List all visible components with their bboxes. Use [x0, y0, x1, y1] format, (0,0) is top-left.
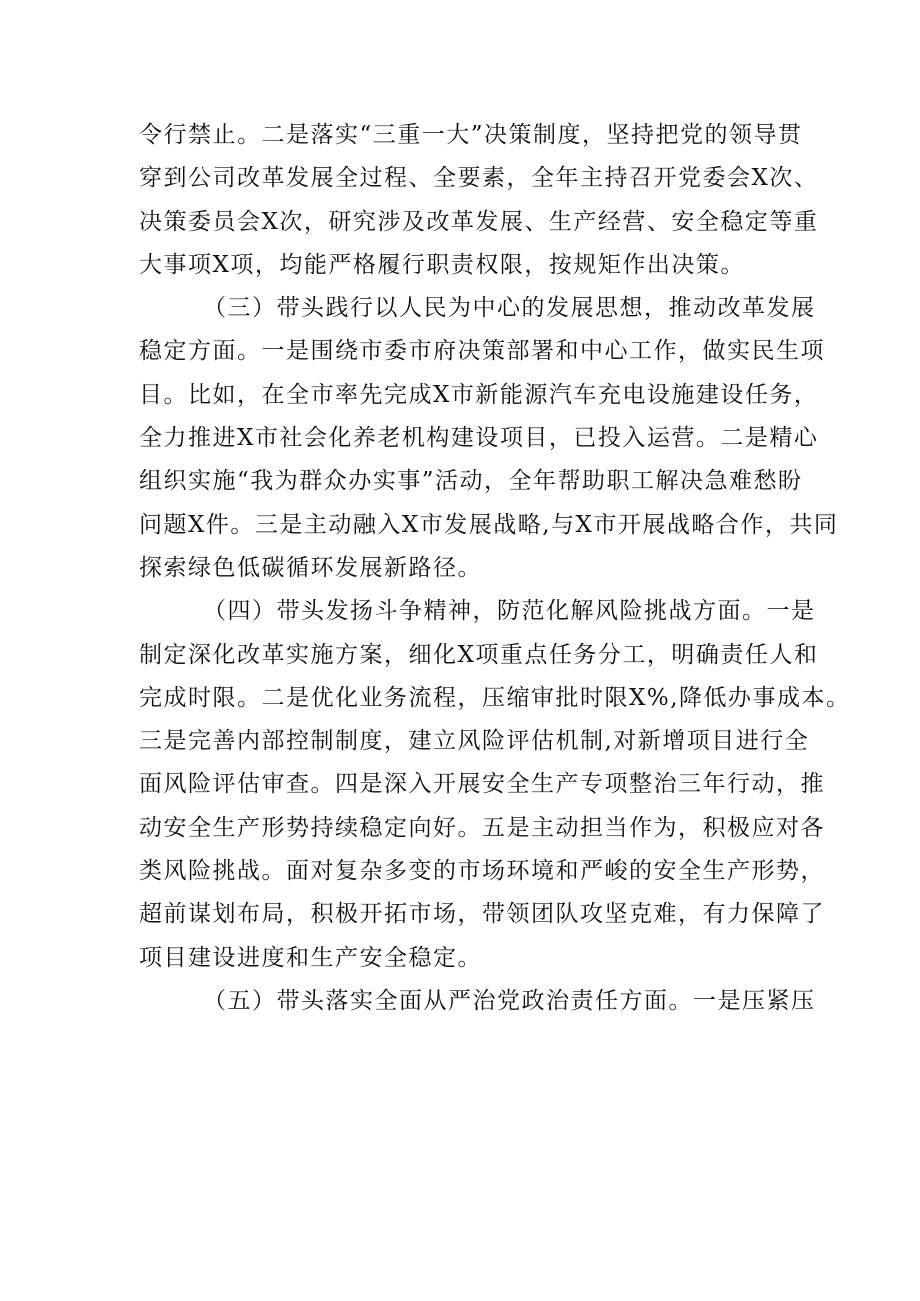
text-line: 决策委员会X次，研究涉及改革发展、生产经营、安全稳定等重 — [139, 208, 819, 235]
text-line: 动安全生产形势持续稳定向好。五是主动担当作为，积极应对各 — [139, 814, 825, 841]
text-line: 超前谋划布局，积极开拓市场，带领团队攻坚克难，有力保障了 — [139, 901, 825, 928]
text-line: 令行禁止。二是落实“三重一大”决策制度，坚持把党的领导贯 — [139, 122, 803, 148]
text-line: 面风险评估审查。四是深入开展安全生产专项整治三年行动，推 — [139, 771, 825, 798]
text-line: 探索绿色低碳循环发展新路径。 — [139, 554, 482, 581]
text-line: 类风险挑战。面对复杂多变的市场环境和严峻的安全生产形势， — [139, 858, 825, 885]
section-heading-line: （三）带头践行以人民为中心的发展思想，推动改革发展 — [203, 295, 816, 322]
text-line: 稳定方面。一是围绕市委市府决策部署和中心工作，做实民生项 — [139, 338, 825, 365]
text-line: 项目建设进度和生产安全稳定。 — [139, 944, 482, 971]
text-line: 制定深化改革实施方案，细化X项重点任务分工，明确责任人和 — [139, 641, 819, 668]
text-line: 完成时限。二是优化业务流程，压缩审批时限X%,降低办事成本。 — [139, 684, 851, 711]
section-heading-line: （五）带头落实全面从严治党政治责任方面。一是压紧压 — [203, 987, 816, 1014]
text-line: 组织实施“我为群众办实事”活动，全年帮助职工解决急难愁盼 — [139, 468, 803, 495]
text-line: 目。比如，在全市率先完成X市新能源汽车充电设施建设任务， — [139, 381, 819, 408]
text-line: 三是完善内部控制制度，建立风险评估机制,对新增项目进行全 — [139, 728, 810, 755]
text-line: 穿到公司改革发展全过程、全要素，全年主持召开党委会X次、 — [139, 165, 819, 192]
section-heading-line: （四）带头发扬斗争精神，防范化解风险挑战方面。一是 — [203, 598, 816, 625]
text-line: 问题X件。三是主动融入X市发展战略,与X市开展战略合作，共同 — [139, 511, 839, 538]
text-line: 大事项X项，均能严格履行职责权限，按规矩作出决策。 — [139, 251, 745, 278]
text-line: 全力推进X市社会化养老机构建设项目，已投入运营。二是精心 — [139, 425, 819, 452]
document-body — [139, 114, 851, 1023]
